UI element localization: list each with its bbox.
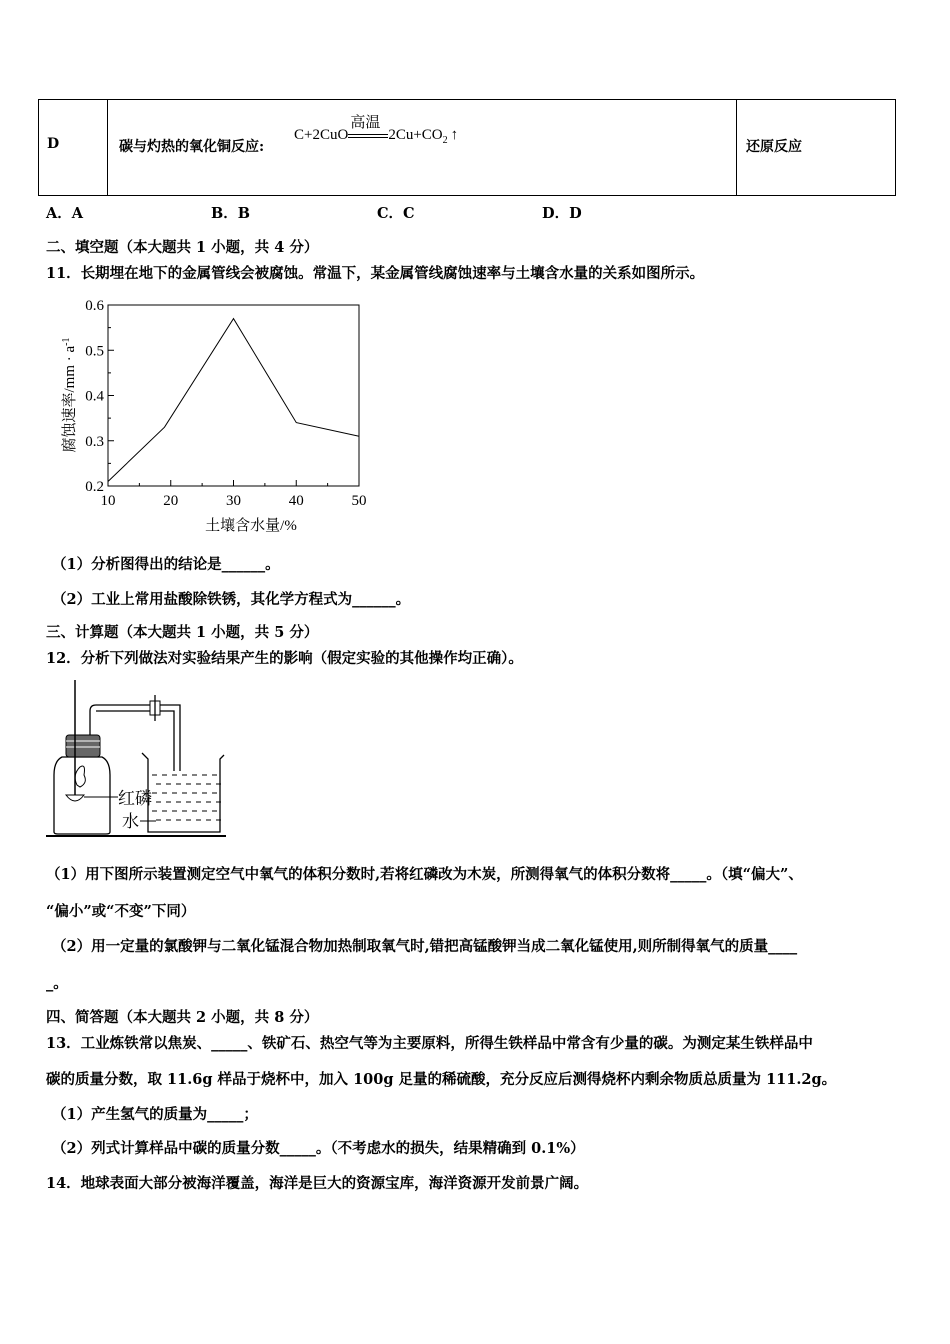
table-reaction-type: 还原反应: [746, 139, 802, 155]
question-11-2: （2）工业上常用盐酸除铁锈，其化学方程式为______。: [52, 591, 411, 608]
equation-condition: 高温: [350, 114, 381, 131]
table-divider: [107, 100, 108, 195]
y-axis-label: 腐蚀速率$/mm \cdot a^{-1}$: [60, 337, 78, 453]
x-tick-label: 30: [226, 493, 241, 509]
gas-bottle: [54, 735, 110, 834]
table-description: 碳与灼热的氧化铜反应:: [119, 139, 265, 155]
question-13-cont: 碳的质量分数，取 11.6g 样品于烧杯中，加入 100g 足量的稀硫酸，充分反应后测得烧杯内剩余物质总质量为 111.2g。: [46, 1071, 837, 1088]
table-row-label: D: [47, 136, 60, 152]
section-heading: 三、计算题（本大题共 1 小题，共 5 分）: [46, 624, 319, 641]
question-13-2: （2）列式计算样品中碳的质量分数_____。（不考虑水的损失，结果精确到 0.1%）: [52, 1140, 585, 1157]
y-tick-label: 0.6: [85, 298, 104, 314]
option-d: D．D: [542, 205, 582, 222]
label-water: 水: [122, 812, 139, 831]
y-tick-label: 0.4: [85, 388, 104, 405]
section-heading: 二、填空题（本大题共 1 小题，共 4 分）: [46, 239, 319, 256]
option-a: A．A: [46, 205, 84, 222]
equation-lhs: C+2CuO: [294, 127, 349, 143]
option-c: C．C: [377, 205, 415, 222]
table-divider: [736, 100, 737, 195]
oxygen-measurement-apparatus: [44, 675, 234, 845]
question-12-1-cont: “偏小”或“不变”下同）: [46, 903, 196, 920]
question-13: 13．工业炼铁常以焦炭、_____、铁矿石、热空气等为主要原料，所得生铁样品中常含有少量的碳。为测定某生铁样品中: [46, 1035, 813, 1052]
chemical-equation: [294, 114, 459, 146]
label-red-phosphorus: 红磷: [118, 789, 152, 808]
spoon-bowl: [66, 795, 84, 801]
question-12-2: （2）用一定量的氯酸钾与二氧化锰混合物加热制取氧气时,错把高锰酸钾当成二氧化锰使用,则所制得氧气的质量____: [52, 938, 798, 955]
x-tick-label: 40: [288, 493, 304, 509]
plot-frame: [108, 305, 359, 486]
question-12-1: （1）用下图所示装置测定空气中氧气的体积分数时,若将红磷改为木炭，所测得氧气的体积分数将_____。（填“偏大”、: [46, 866, 803, 883]
question-13-1: （1）产生氢气的质量为_____；: [52, 1106, 258, 1123]
question-11-1: （1）分析图得出的结论是______。: [52, 556, 280, 573]
x-tick-label: 20: [163, 493, 179, 509]
option-b: B．B: [211, 205, 251, 222]
corrosion-rate-chart: [46, 290, 386, 540]
y-tick-label: 0.5: [85, 343, 104, 360]
y-tick-label: 0.3: [85, 433, 104, 450]
equation-rhs: 2Cu+CO: [388, 127, 443, 143]
series-line: [108, 319, 359, 482]
question-12: 12．分析下列做法对实验结果产生的影响（假定实验的其他操作均正确）。: [46, 650, 523, 667]
answer-table: [38, 99, 896, 196]
flame-icon: [75, 766, 85, 787]
question-11: 11．长期埋在地下的金属管线会被腐蚀。常温下，某金属管线腐蚀速率与土壤含水量的关系如图所示。: [46, 265, 705, 282]
question-12-2-cont: _。: [46, 975, 68, 992]
equation-condition-sign: [348, 114, 388, 143]
y-tick-label: 0.2: [85, 479, 104, 495]
x-tick-label: 10: [100, 493, 116, 509]
x-axis-label: 土壤含水量/%: [205, 518, 297, 534]
question-14: 14．地球表面大部分被海洋覆盖，海洋是巨大的资源宝库，海洋资源开发前景广阔。: [46, 1175, 589, 1192]
section-heading: 四、简答题（本大题共 2 小题，共 8 分）: [46, 1009, 319, 1026]
equation-subscript: 2: [442, 135, 448, 146]
gas-arrow: ↑: [450, 127, 459, 143]
x-tick-label: 50: [351, 493, 367, 509]
